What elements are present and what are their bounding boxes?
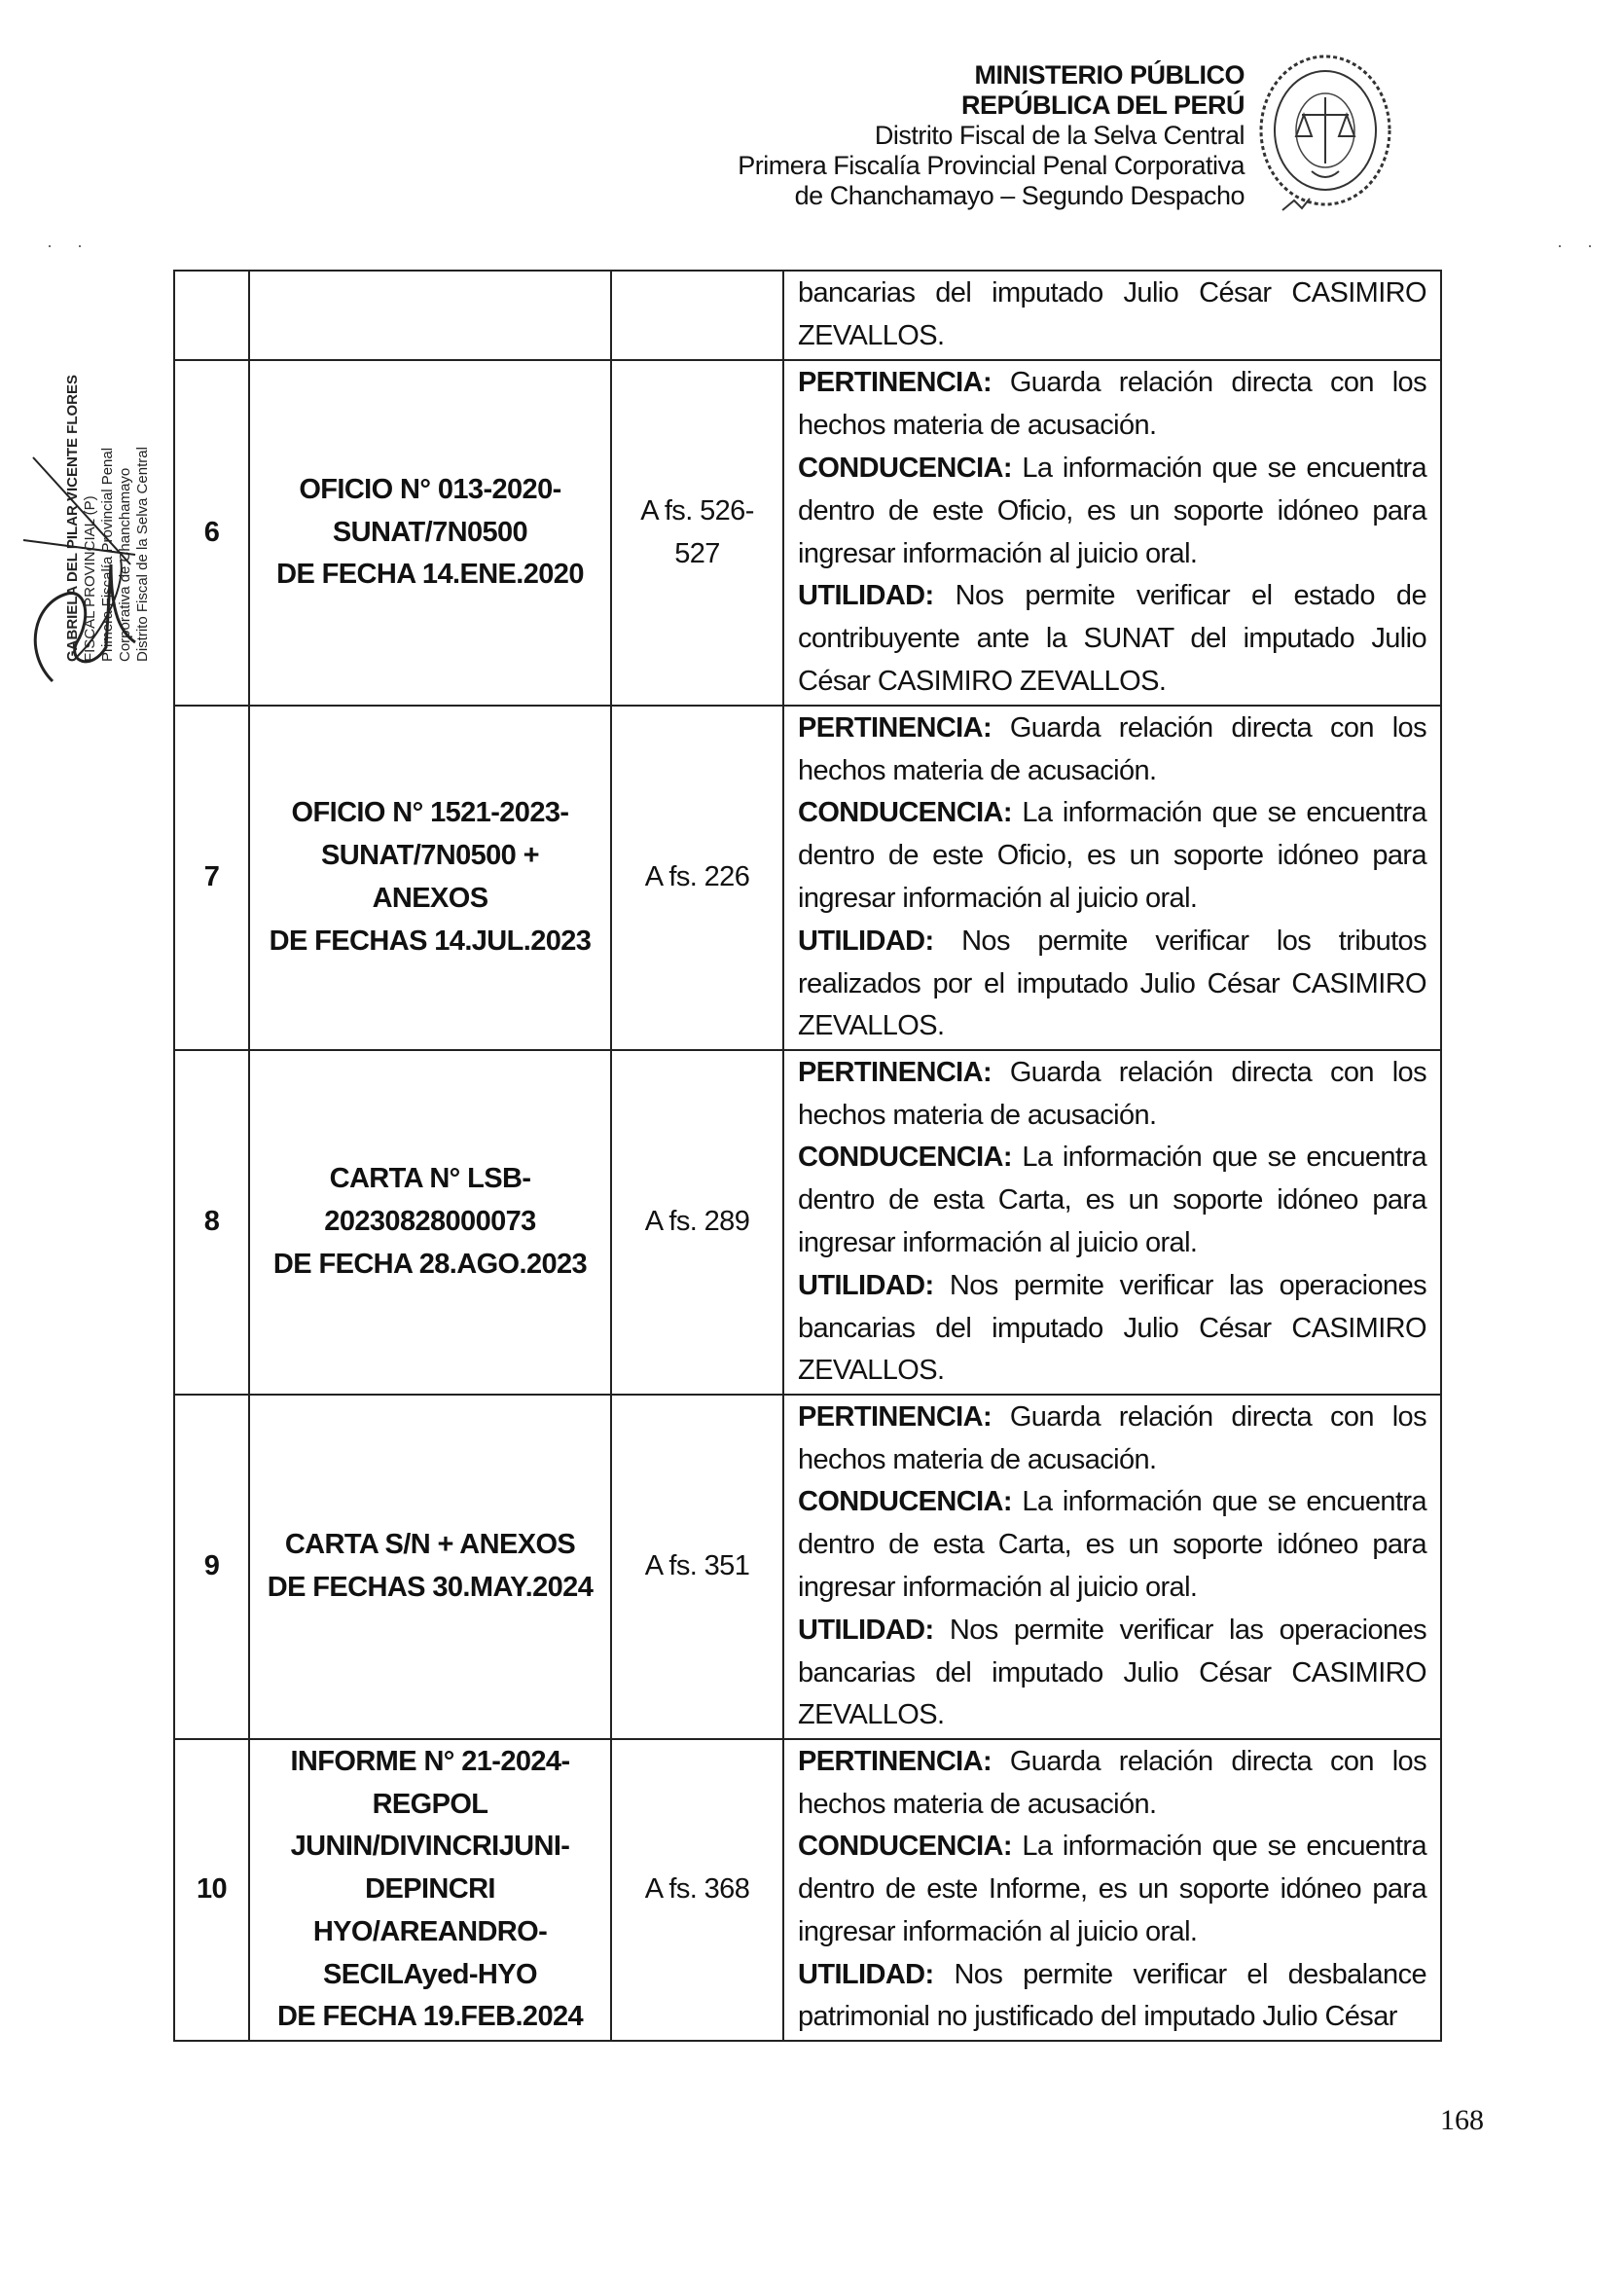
stamp-district: Distrito Fiscal de la Selva Central xyxy=(134,447,151,662)
doc-line: 20230828000073 xyxy=(324,1206,536,1238)
scan-marks-right: · · xyxy=(1557,236,1603,255)
pertinencia-label: PERTINENCIA: xyxy=(798,1400,992,1433)
row-document xyxy=(249,1739,611,2041)
row-description xyxy=(783,1395,1441,1739)
pertinencia-paragraph xyxy=(798,1397,1426,1482)
row-description xyxy=(783,1739,1441,2041)
row-document xyxy=(249,360,611,706)
doc-line: SUNAT/7N0500 xyxy=(332,516,528,548)
doc-line: SUNAT/7N0500 + ANEXOS xyxy=(321,840,539,914)
utilidad-text: Nos permite verificar el estado de contribuyente ante la SUNAT del imputado Julio César CASIMIRO ZEVALLOS. xyxy=(798,580,1426,697)
row-number: 6 xyxy=(174,360,249,706)
conducencia-text: La información que se encuentra dentro de esta Carta, es un soporte idóneo para ingresar información al juicio oral. xyxy=(798,1142,1426,1258)
utilidad-label: UTILIDAD: xyxy=(798,1958,934,1990)
pertinencia-paragraph xyxy=(798,1052,1426,1138)
table-row xyxy=(174,271,1441,360)
table-row xyxy=(174,1050,1441,1395)
pertinencia-text: Guarda relación directa con los hechos materia de acusación. xyxy=(798,367,1426,442)
row-number: 8 xyxy=(174,1050,249,1395)
row-number: 10 xyxy=(174,1739,249,2041)
doc-line: DE FECHA 28.AGO.2023 xyxy=(272,1248,588,1280)
document-header xyxy=(738,60,1245,211)
pertinencia-text: Guarda relación directa con los hechos materia de acusación. xyxy=(798,1400,1426,1475)
conducencia-paragraph xyxy=(798,792,1426,920)
utilidad-label: UTILIDAD: xyxy=(798,580,934,612)
utilidad-paragraph xyxy=(798,1610,1426,1737)
doc-line: INFORME N° 21-2024- xyxy=(290,1745,570,1777)
conducencia-text: La información que se encuentra dentro de este Oficio, es un soporte idóneo para ingresar información al juicio oral. xyxy=(798,452,1426,569)
stamp-name: GABRIELA DEL PILAR VICENTE FLORES xyxy=(64,374,81,662)
doc-line: DE FECHAS 14.JUL.2023 xyxy=(269,925,592,957)
ministry-seal-icon xyxy=(1253,47,1397,218)
conducencia-label: CONDUCENCIA: xyxy=(798,797,1012,829)
table-row xyxy=(174,706,1441,1050)
header-office: Primera Fiscalía Provincial Penal Corporativa xyxy=(738,151,1245,180)
row-number: 9 xyxy=(174,1395,249,1739)
row-folio xyxy=(611,271,783,360)
doc-line: HYO/AREANDRO- xyxy=(312,1915,548,1947)
header-district: Distrito Fiscal de la Selva Central xyxy=(874,121,1245,150)
row-document xyxy=(249,271,611,360)
row-description xyxy=(783,1050,1441,1395)
pertinencia-text: Guarda relación directa con los hechos materia de acusación. xyxy=(798,711,1426,786)
row-folio: A fs. 368 xyxy=(611,1739,783,2041)
doc-line: SECILAyed-HYO xyxy=(323,1958,537,1990)
evidence-table xyxy=(173,270,1442,2042)
table-row xyxy=(174,1739,1441,2041)
row-description-tail: bancarias del imputado Julio César CASIMIRO ZEVALLOS. xyxy=(798,277,1426,351)
conducencia-paragraph xyxy=(798,448,1426,575)
doc-line: OFICIO N° 013-2020- xyxy=(299,473,561,505)
row-document xyxy=(249,1050,611,1395)
stamp-office-sub: Corporativa de Chanchamayo xyxy=(117,467,133,662)
page-number: 168 xyxy=(1440,2104,1484,2136)
pertinencia-text: Guarda relación directa con los hechos materia de acusación. xyxy=(798,1056,1426,1131)
pertinencia-label: PERTINENCIA: xyxy=(798,1745,992,1777)
pertinencia-paragraph xyxy=(798,708,1426,793)
utilidad-text: Nos permite verificar el desbalance patrimonial no justificado del imputado Julio César xyxy=(798,1958,1426,2033)
utilidad-label: UTILIDAD: xyxy=(798,925,934,957)
row-description xyxy=(783,360,1441,706)
row-number xyxy=(174,271,249,360)
doc-line: REGPOL xyxy=(372,1788,488,1820)
doc-line: DE FECHA 19.FEB.2024 xyxy=(276,2001,584,2033)
utilidad-text: Nos permite verificar los tributos realizados por el imputado Julio César CASIMIRO ZEVALLOS. xyxy=(798,925,1426,1042)
header-office-sub: de Chanchamayo – Segundo Despacho xyxy=(794,181,1245,210)
header-ministry: MINISTERIO PÚBLICO xyxy=(974,60,1245,90)
utilidad-paragraph xyxy=(798,1954,1426,2040)
row-document xyxy=(249,1395,611,1739)
table-row xyxy=(174,360,1441,706)
row-folio: A fs. 226 xyxy=(611,706,783,1050)
row-number: 7 xyxy=(174,706,249,1050)
conducencia-label: CONDUCENCIA: xyxy=(798,1831,1012,1863)
row-document xyxy=(249,706,611,1050)
utilidad-paragraph xyxy=(798,921,1426,1048)
conducencia-text: La información que se encuentra dentro de esta Carta, es un soporte idóneo para ingresar información al juicio oral. xyxy=(798,1486,1426,1603)
doc-line: OFICIO N° 1521-2023- xyxy=(291,797,569,829)
doc-line: DE FECHA 14.ENE.2020 xyxy=(276,559,584,591)
utilidad-text: Nos permite verificar las operaciones bancarias del imputado Julio César CASIMIRO ZEVALLOS. xyxy=(798,1614,1426,1731)
conducencia-paragraph xyxy=(798,1137,1426,1264)
row-description xyxy=(783,706,1441,1050)
row-folio: A fs. 351 xyxy=(611,1395,783,1739)
pertinencia-paragraph xyxy=(798,1741,1426,1827)
stamp-title: FISCAL PROVINCIAL (P) xyxy=(82,495,98,662)
conducencia-label: CONDUCENCIA: xyxy=(798,1486,1012,1518)
conducencia-label: CONDUCENCIA: xyxy=(798,1142,1012,1174)
pertinencia-label: PERTINENCIA: xyxy=(798,367,992,399)
pertinencia-label: PERTINENCIA: xyxy=(798,711,992,744)
header-republic: REPÚBLICA DEL PERÚ xyxy=(960,91,1245,120)
conducencia-label: CONDUCENCIA: xyxy=(798,452,1012,484)
utilidad-text: Nos permite verificar las operaciones bancarias del imputado Julio César CASIMIRO ZEVALLOS. xyxy=(798,1269,1426,1387)
table-row xyxy=(174,1395,1441,1739)
doc-line: CARTA S/N + ANEXOS xyxy=(284,1529,576,1561)
handwritten-signature-icon xyxy=(14,418,179,710)
doc-line: CARTA N° LSB- xyxy=(329,1163,531,1195)
pertinencia-text: Guarda relación directa con los hechos materia de acusación. xyxy=(798,1745,1426,1820)
row-folio: A fs. 526-527 xyxy=(611,360,783,706)
utilidad-paragraph xyxy=(798,1265,1426,1393)
conducencia-text: La información que se encuentra dentro de este Informe, es un soporte idóneo para ingresar información al juicio oral. xyxy=(798,1831,1426,1947)
conducencia-text: La información que se encuentra dentro de este Oficio, es un soporte idóneo para ingresar información al juicio oral. xyxy=(798,797,1426,914)
utilidad-label: UTILIDAD: xyxy=(798,1269,934,1301)
utilidad-paragraph xyxy=(798,575,1426,703)
conducencia-paragraph xyxy=(798,1826,1426,1953)
utilidad-label: UTILIDAD: xyxy=(798,1614,934,1646)
scan-marks-left: · · xyxy=(47,236,92,255)
pertinencia-label: PERTINENCIA: xyxy=(798,1056,992,1088)
doc-line: DEPINCRI xyxy=(365,1873,495,1906)
row-folio: A fs. 289 xyxy=(611,1050,783,1395)
doc-line: JUNIN/DIVINCRIJUNI- xyxy=(290,1831,570,1863)
stamp-office: Primera Fiscalía Provincial Penal xyxy=(99,447,116,662)
row-description xyxy=(783,271,1441,360)
doc-line: DE FECHAS 30.MAY.2024 xyxy=(267,1572,594,1603)
conducencia-paragraph xyxy=(798,1481,1426,1609)
pertinencia-paragraph xyxy=(798,362,1426,448)
